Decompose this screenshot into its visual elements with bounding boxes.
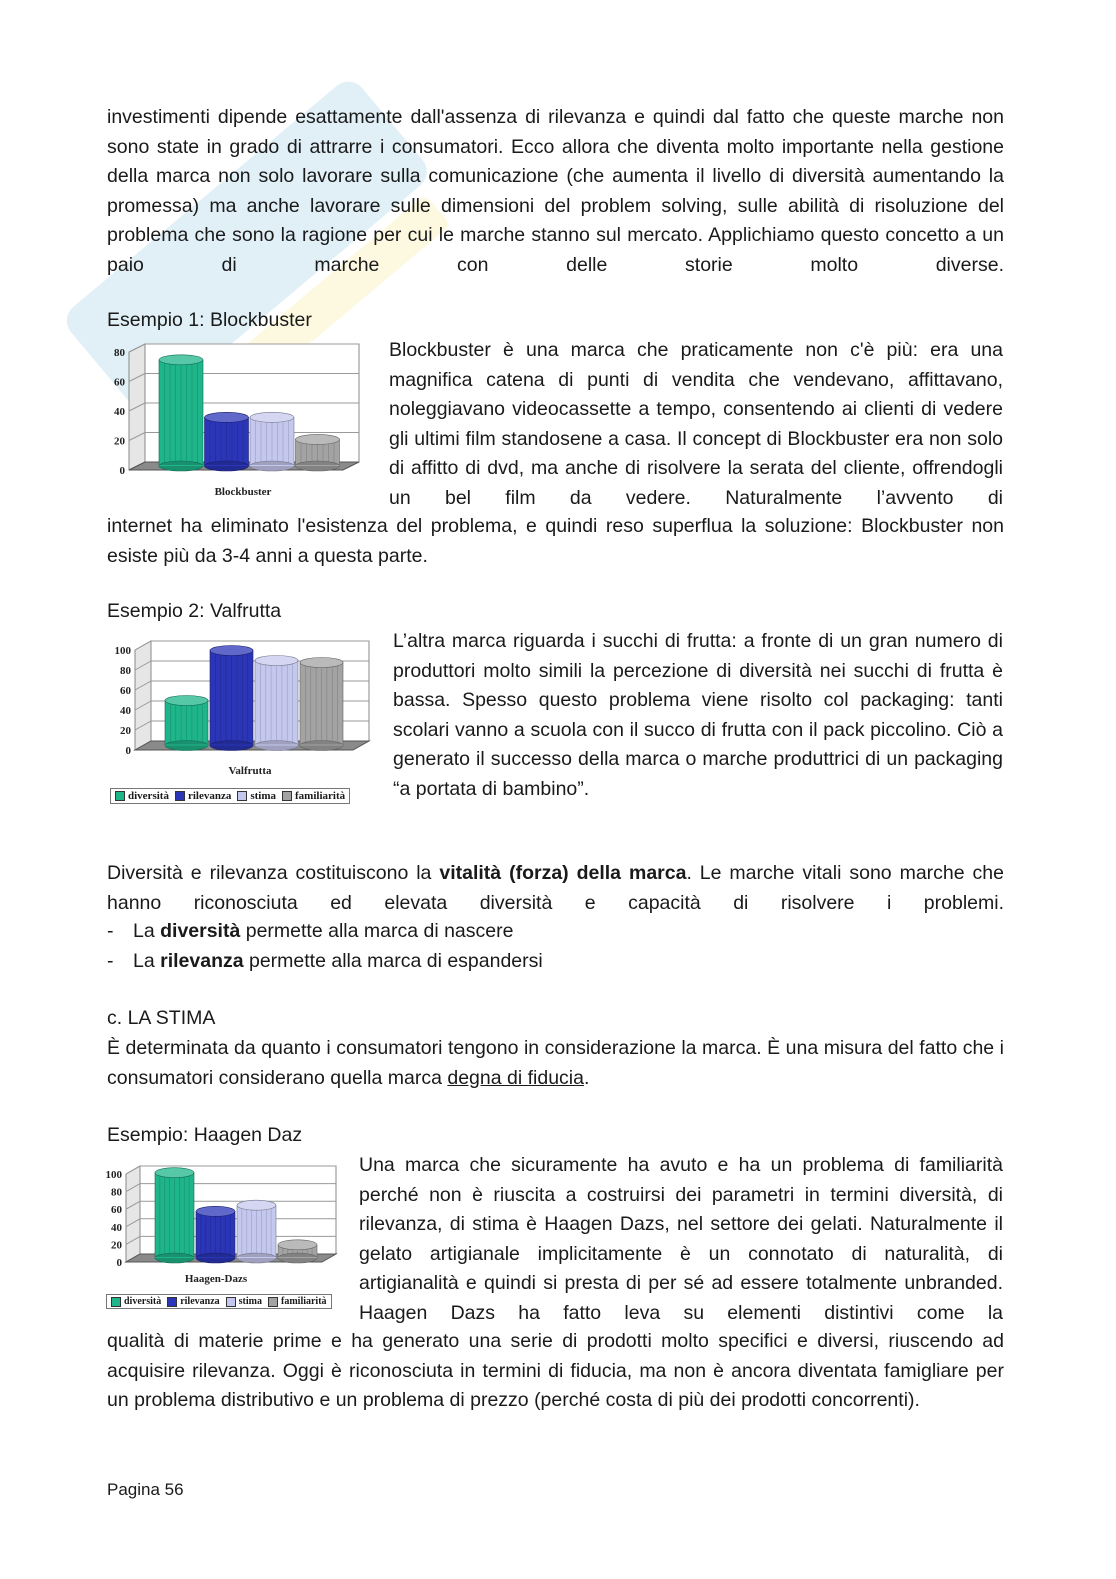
legend-label: familiarità <box>281 1296 327 1307</box>
stima-paragraph <box>107 1034 1004 1093</box>
legend-swatch <box>226 1297 236 1307</box>
bar-diversità <box>159 355 203 471</box>
x-axis-label: Blockbuster <box>214 486 272 498</box>
intro-paragraph: investimenti dipende esattamente dall'assenza di rilevanza e quindi dal fatto che queste marche non sono state in grado di attrarre i consumatori. Ecco allora che diventa molto importante nella gestione della marca non solo lavorare sulla comunicazione (che aumenta il livello di diversità aumentando la promessa) ma anche lavorare sulle dimensioni del problem solving, sulle abilità di risoluzione del problema che sono la ragione per cui le marche stanno sul mercato. Applichiamo questo concetto a un paio di marche con delle storie molto diverse. <box>107 106 1004 276</box>
x-axis-label: Haagen-Dazs <box>184 1273 248 1285</box>
bullet-bold: diversità <box>160 920 241 942</box>
bar-top <box>196 1206 235 1216</box>
bar-diversità <box>165 696 208 751</box>
bar-top <box>155 1168 194 1178</box>
bar-top <box>296 434 340 444</box>
example-3-heading: Esempio: Haagen Daz <box>107 1124 303 1146</box>
bar-base-mask <box>196 1257 235 1258</box>
stima-underlined: degna di fiducia <box>447 1066 584 1089</box>
legend-label: familiarità <box>295 790 346 802</box>
bullet-pre: La <box>133 920 161 942</box>
y-tick-label: 60 <box>120 685 131 697</box>
bar-top <box>210 646 253 656</box>
bar-base-mask <box>210 745 253 746</box>
bar-rilevanza <box>205 412 249 471</box>
bar-stima <box>255 656 298 751</box>
bar-familiarità <box>300 658 343 751</box>
page-number: Pagina 56 <box>107 1480 184 1499</box>
chart-side-wall <box>126 1166 140 1262</box>
legend-item <box>115 790 169 802</box>
bar-stima <box>237 1200 276 1263</box>
chart-haagen-dazs <box>100 1158 350 1290</box>
bar-base-mask <box>155 1257 194 1258</box>
legend-item <box>237 790 276 802</box>
chart-haagen-dazs-legend <box>106 1294 332 1309</box>
legend-label: rilevanza <box>180 1296 220 1307</box>
legend-item <box>226 1296 262 1307</box>
stima-heading: c. LA STIMA <box>107 1007 216 1029</box>
y-tick-label: 0 <box>116 1257 122 1269</box>
vitality-bold: vitalità (forza) della marca <box>439 862 687 884</box>
example-2-heading: Esempio 2: Valfrutta <box>107 600 282 622</box>
example-3-side-text: Una marca che sicuramente ha avuto e ha un problema di familiarità perché non è riuscita a costruirsi dei parametri in termini diversità, di rilevanza, di stima è Haagen Dazs, nel settore dei gelati. Naturalmente il gelato artigianale implicitamente è un connotato di naturalità, di artigianalità e quindi si presta di per sé ad essere totalmente unbranded. Haagen Dazs ha fatto leva su elementi distintivi come la <box>359 1154 1003 1324</box>
bar-diversità <box>155 1168 194 1263</box>
chart-blockbuster <box>103 340 383 502</box>
legend-label: stima <box>250 790 277 802</box>
bullet-dash: - <box>107 920 114 942</box>
legend-label: rilevanza <box>187 790 232 802</box>
bar-rilevanza <box>196 1206 235 1263</box>
vitality-paragraph <box>107 859 1004 918</box>
legend-item <box>282 790 345 802</box>
y-tick-label: 80 <box>114 347 125 359</box>
chart-valfrutta-legend <box>110 788 350 804</box>
bar-base-mask <box>165 745 208 746</box>
y-tick-label: 100 <box>114 645 131 657</box>
example-2-side-text: L’altra marca riguarda i succhi di frutta: a fronte di un gran numero di produttori molto simili la percezione di diversità nei succhi di frutta è bassa. Spesso questo problema viene risolto col packaging: tanti scolari vanno a scuola con il succo di frutta con il pack piccolino. Ciò a generato il successo della marca o marche produttrici di un packaging “a portata di bambino”. <box>393 630 1003 800</box>
bar-base-mask <box>237 1257 276 1258</box>
example-1-side-text: Blockbuster è una marca che praticamente non c'è più: era una magnifica catena di punti di vendita che vendevano, affittavano, noleggiavano videocassette a tempo, consentendo ai clienti di vedere gli ultimi film standosene a casa. Il concept di Blockbuster era non solo di affitto di dvd, ma anche di risolvere la serata del cliente, offrendogli un bel film da vedere. Naturalmente l’avvento di <box>389 339 1003 509</box>
bullet-post: permette alla marca di nascere <box>240 920 514 942</box>
bar-top <box>300 658 343 668</box>
stima-text-before: È determinata da quanto i consumatori tengono in considerazione la marca. È una misura del fatto che i consumatori considerano quella marca <box>107 1037 1004 1089</box>
x-axis-label: Valfrutta <box>228 765 272 777</box>
y-tick-label: 40 <box>111 1221 122 1234</box>
legend-swatch <box>175 791 185 801</box>
bar-base-mask <box>205 465 249 466</box>
bar-stima <box>250 412 294 471</box>
bar-top <box>237 1200 276 1210</box>
y-tick-label: 60 <box>114 376 125 389</box>
legend-swatch <box>111 1297 121 1307</box>
example-1-heading: Esempio 1: Blockbuster <box>107 309 312 331</box>
bar-base-mask <box>300 745 343 746</box>
chart-valfrutta-svg <box>103 632 385 782</box>
legend-label: diversità <box>128 790 169 802</box>
y-tick-label: 20 <box>114 435 125 448</box>
chart-valfrutta <box>103 632 385 782</box>
y-tick-label: 0 <box>125 745 131 757</box>
bar-base-mask <box>278 1257 317 1258</box>
legend-item <box>111 1296 161 1307</box>
y-tick-label: 80 <box>111 1186 122 1199</box>
legend-item <box>175 790 231 802</box>
example-3-full-text: qualità di materie prime e ha generato una serie di prodotti molto specifici e diversi, riuscendo ad acquisire rilevanza. Oggi è riconosciuta in termini di fiducia, ma non è ancora diventata famigliare per un problema distributivo e un problema di prezzo (perché costa di più dei prodotti concorrenti). <box>107 1330 1004 1411</box>
bar-top <box>205 412 249 422</box>
legend-swatch <box>237 791 247 801</box>
chart-blockbuster-svg <box>103 340 383 502</box>
y-tick-label: 100 <box>105 1169 122 1181</box>
bullet-pre: La <box>133 950 161 972</box>
legend-label: stima <box>238 1296 262 1307</box>
legend-item <box>268 1296 327 1307</box>
y-tick-label: 40 <box>120 705 131 717</box>
bar-top <box>255 656 298 666</box>
stima-text-after: . <box>583 1066 590 1089</box>
example-1-full-text: internet ha eliminato l'esistenza del problema, e quindi reso superflua la soluzione: Blockbuster non esiste più da 3-4 anni a questa parte. <box>107 515 1004 567</box>
bar-base-mask <box>250 465 294 466</box>
bar-base-mask <box>255 745 298 746</box>
vitality-intro-before: Diversità e rilevanza costituiscono la <box>107 862 440 884</box>
vitality-intro-after: . Le marche vitali sono marche che hanno riconosciuta ed elevata diversità e capacità di risolvere i problemi. <box>107 862 1004 914</box>
bar-rilevanza <box>210 646 253 751</box>
legend-swatch <box>268 1297 278 1307</box>
bar-familiarità <box>278 1240 317 1263</box>
bullet-post: permette alla marca di espandersi <box>243 950 543 972</box>
legend-swatch <box>115 791 125 801</box>
y-tick-label: 60 <box>111 1204 122 1217</box>
legend-item <box>167 1296 219 1307</box>
bar-top <box>250 412 294 422</box>
legend-swatch <box>167 1297 177 1307</box>
legend-swatch <box>282 791 292 801</box>
bar-familiarità <box>296 434 340 471</box>
bar-top <box>159 355 203 365</box>
bar-base-mask <box>159 465 203 466</box>
bar-base-mask <box>296 465 340 466</box>
chart-side-wall <box>135 641 151 750</box>
bullet-bold: rilevanza <box>160 950 244 972</box>
bar-top <box>165 696 208 706</box>
y-tick-label: 20 <box>111 1239 122 1252</box>
y-tick-label: 80 <box>120 665 131 677</box>
chart-haagen-dazs-svg <box>100 1158 350 1290</box>
y-tick-label: 0 <box>119 465 125 477</box>
bullet-dash: - <box>107 950 114 972</box>
legend-label: diversità <box>124 1296 162 1307</box>
bar-top <box>278 1240 317 1250</box>
y-tick-label: 20 <box>120 725 131 737</box>
y-tick-label: 40 <box>114 406 125 418</box>
